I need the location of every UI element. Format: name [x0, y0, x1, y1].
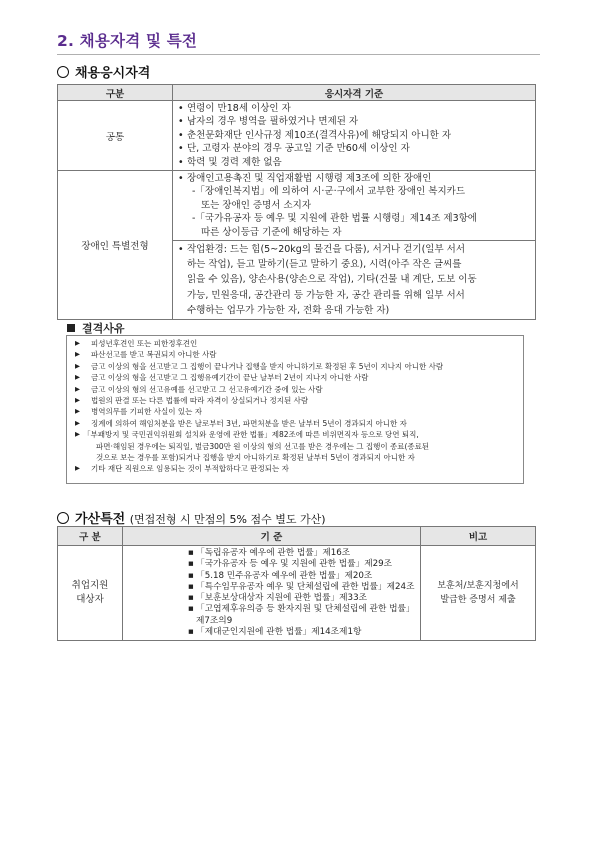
header-category: 구분 [58, 85, 173, 101]
circle-bullet-icon [57, 512, 69, 524]
list-item: • 춘천문화재단 인사규정 제10조(결격사유)에 해당되지 아니한 자 [178, 129, 531, 142]
sub-item-continuation: 또는 장애인 증명서 소지자 [201, 199, 312, 211]
section-heading-eligibility [57, 62, 150, 81]
law-item: ▪ 「5.18 민주유공자 예우에 관한 법률」제20조 [188, 571, 416, 582]
work-env-line: 수행하는 업무가 가능한 자, 전화 응대 가능한 자) [187, 304, 390, 316]
disqualification-item-continuation: 것으로 보는 경우를 포함)되거나 집행을 받지 아니하기로 확정된 날부터 5년이 경과되지 아니한 자 [96, 453, 415, 463]
note-cell [421, 546, 536, 641]
work-environment-block [173, 241, 535, 319]
work-env-line: 하는 작업), 듣고 말하기(듣고 말하기 중요), 시력(아주 작은 글씨를 [187, 259, 462, 271]
law-item: ▪ 「독립유공자 예우에 관한 법률」제16조 [188, 548, 416, 559]
header-criteria: 응시자격 기준 [173, 85, 536, 101]
section-heading-bonus [57, 508, 326, 527]
eligibility-table [57, 84, 536, 320]
header-criteria: 기 준 [123, 527, 421, 546]
section-heading-text: 가산특전 [75, 512, 126, 527]
law-item: ▪ 「보훈보상대상자 지원에 관한 법률」제33조 [188, 593, 416, 604]
work-env-line: 가능, 민원응대, 공간관리 등 가능한 자, 공간 관리를 위해 일부 서서 [187, 289, 465, 301]
disqualification-item: ▶ 기타 재단 직원으로 임용되는 것이 부적합하다고 판정되는 자 [75, 463, 523, 474]
table-row-bonus [58, 546, 536, 641]
criteria-disabled [173, 171, 536, 320]
work-env-line: 읽을 수 있음), 양손사용(양손으로 작업), 기타(건물 내 계단, 도보 이동 [187, 274, 477, 286]
square-bullet-icon [67, 324, 75, 332]
disqualification-item: ▶ 병역의무를 기피한 사실이 있는 자 [75, 406, 523, 417]
criteria-common [173, 101, 536, 171]
header-category: 구 분 [58, 527, 123, 546]
category-disabled: 장애인 특별전형 [58, 171, 173, 320]
disqualification-item: ▶ 징계에 의하여 해임처분을 받은 날로부터 3년, 파면처분을 받은 날부터 5년이 경과되지 아니한 자 [75, 418, 523, 429]
disqualification-item: ▶ 법원의 판결 또는 다른 법률에 따라 자격이 상실되거나 정지된 사람 [75, 395, 523, 406]
disqualification-item-continuation: 파면·해임된 경우에는 퇴직일, 벌금300만 원 이상의 형의 선고를 받은 경우에는 그 집행이 종료(종료된 [96, 441, 430, 451]
bonus-table [57, 526, 536, 641]
title-divider [57, 54, 540, 55]
criteria-cell [123, 546, 421, 641]
disqualification-heading [67, 320, 125, 336]
sub-item: -「국가유공자 등 예우 및 지원에 관한 법률 시행령」제14조 제3항에 [192, 213, 477, 225]
disqualification-item: ▶ 「부패방지 및 국민권익위원회 설치와 운영에 관한 법률」제82조에 따른 비위면직자 등으로 당연 퇴직, [75, 429, 523, 440]
table-header-row [58, 85, 536, 101]
list-item: • 남자의 경우 병역을 필하였거나 면제된 자 [178, 115, 531, 128]
header-note: 비고 [421, 527, 536, 546]
category-line: 대상자 [76, 594, 104, 606]
note-line: 보훈처/보훈지청에서 [437, 581, 519, 592]
sub-item: -「장애인복지법」에 의하여 시·군·구에서 교부한 장애인 복지카드 [192, 186, 465, 198]
note-line: 발급한 증명서 제출 [440, 595, 516, 606]
section-heading-note: (면접전형 시 만점의 5% 점수 별도 가산) [129, 513, 326, 526]
list-item: • 학력 및 경력 제한 없음 [178, 156, 531, 169]
law-item: ▪ 「제대군인지원에 관한 법률」제14조제1항 [188, 627, 416, 638]
category-cell [58, 546, 123, 641]
disqualification-box [66, 335, 524, 484]
disqualification-item: ▶ 파산선고를 받고 복권되지 아니한 사람 [75, 349, 523, 360]
circle-bullet-icon [57, 66, 69, 78]
page-title: 2. 채용자격 및 특전 [57, 32, 198, 50]
law-item: ▪ 「특수임무유공자 예우 및 단체설립에 관한 법률」제24조 [188, 582, 416, 593]
law-item: ▪ 「고엽제후유의증 등 환자지원 및 단체설립에 관한 법률」제7조의9 [188, 604, 416, 627]
list-item: • 장애인고용촉진 및 직업재활법 시행령 제3조에 의한 장애인 [178, 172, 531, 185]
category-common: 공통 [58, 101, 173, 171]
disqualification-item: ▶ 금고 이상의 형을 선고받고 그 집행이 끝나거나 집행을 받지 아니하기로 확정된 후 5년이 지나지 아니한 사람 [75, 361, 523, 372]
disqualification-heading-text: 결격사유 [82, 322, 125, 335]
table-row-disabled [58, 171, 536, 320]
category-line: 취업지원 [71, 580, 109, 592]
list-item: • 연령이 만18세 이상인 자 [178, 102, 531, 115]
law-item: ▪ 「국가유공자 등 예우 및 지원에 관한 법률」제29조 [188, 559, 416, 570]
list-item: • 단, 고령자 분야의 경우 공고일 기준 만60세 이상인 자 [178, 142, 531, 155]
disqualification-item: ▶ 금고 이상의 형의 선고유예를 선고받고 그 선고유예기간 중에 있는 사람 [75, 384, 523, 395]
disabled-eligibility-block [173, 171, 535, 241]
section-heading-text: 채용응시자격 [75, 66, 151, 81]
disqualification-item: ▶ 금고 이상의 형을 선고받고 그 집행유예기간이 끝난 날부터 2년이 지나지 아니한 사람 [75, 372, 523, 383]
sub-item-continuation: 따른 상이등급 기준에 해당하는 자 [201, 226, 342, 238]
work-env-line: • 작업환경: 드는 힘(5~20kg의 물건을 다룸), 서거나 걷기(일부 서서 [178, 242, 531, 257]
table-row-common [58, 101, 536, 171]
table-header-row [58, 527, 536, 546]
disqualification-item: ▶ 피성년후견인 또는 피한정후견인 [75, 338, 523, 349]
